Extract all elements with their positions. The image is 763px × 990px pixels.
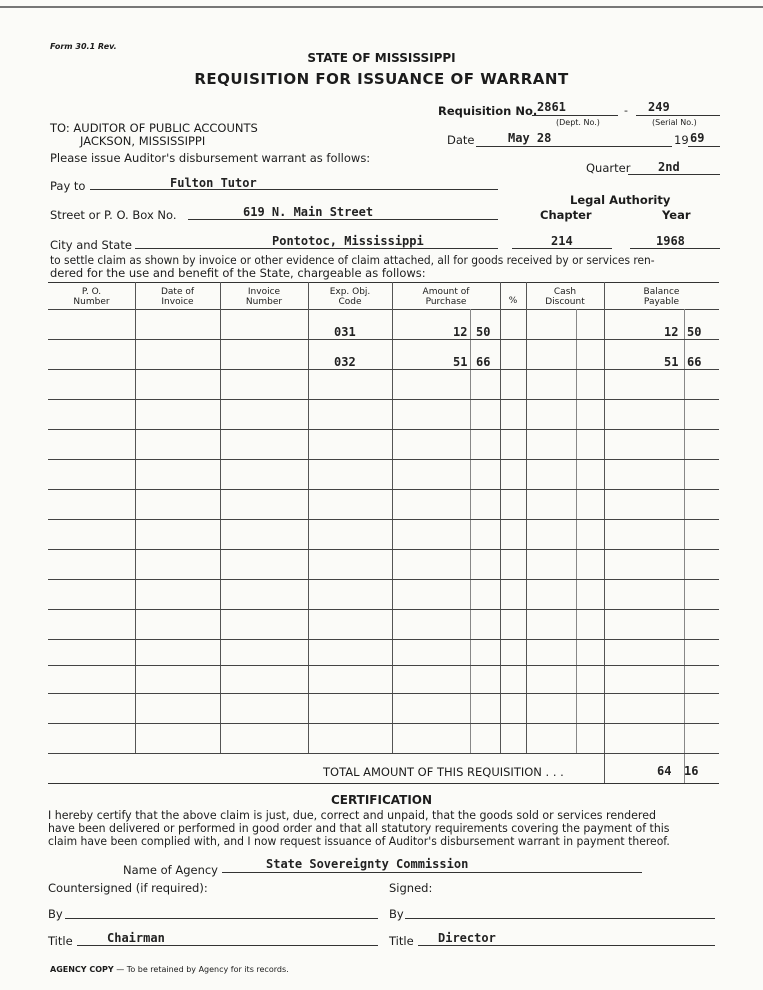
col-divider-1 — [135, 282, 136, 753]
row-rule — [48, 693, 719, 694]
row1-balance-dollars: 12 — [664, 325, 679, 339]
table-header-rule — [48, 309, 719, 310]
col-divider-4 — [392, 282, 393, 753]
row2-amount-cents: 66 — [476, 355, 491, 369]
chapter-line — [512, 248, 612, 249]
header-amount-of-purchase: Amount of Purchase — [422, 287, 470, 307]
year-value: 69 — [690, 131, 705, 145]
serial-number-line — [636, 115, 720, 116]
certification-line2: have been delivered or performed in good order and that all statutory requirements covering the payment of this — [48, 821, 670, 835]
header-po-number: P. O. Number — [73, 287, 110, 307]
issue-instruction: Please issue Auditor's disbursement warrant as follows: — [50, 151, 371, 165]
row1-balance-cents: 50 — [687, 325, 702, 339]
street-value: 619 N. Main Street — [243, 205, 374, 219]
row-rule — [48, 489, 719, 490]
signed-title-line — [418, 945, 715, 946]
certification-line3: claim have been complied with, and I now request issuance of Auditor's disbursement warrant in payment thereof. — [48, 834, 670, 848]
row1-amount-cents: 50 — [476, 325, 491, 339]
settle-text-line1: to settle claim as shown by invoice or other evidence of claim attached, all for goods received by or services ren- — [50, 253, 655, 267]
countersigned-title-value: Chairman — [107, 931, 165, 945]
signed-label: Signed: — [389, 881, 433, 895]
header-percent: % — [508, 296, 518, 306]
header-date-of-invoice: Date of Invoice — [160, 287, 195, 307]
row-rule — [48, 339, 719, 340]
form-title: REQUISITION FOR ISSUANCE OF WARRANT — [194, 70, 569, 88]
date-line — [476, 146, 672, 147]
certification-heading: CERTIFICATION — [330, 793, 433, 807]
countersigned-title-label: Title — [48, 934, 73, 948]
total-label: TOTAL AMOUNT OF THIS REQUISITION . . . — [323, 765, 564, 779]
signed-title-label: Title — [389, 934, 414, 948]
row2-balance-dollars: 51 — [664, 355, 679, 369]
street-label: Street or P. O. Box No. — [50, 208, 177, 222]
quarter-label: Quarter — [586, 161, 631, 175]
row-rule — [48, 639, 719, 640]
row-rule — [48, 753, 719, 754]
col-divider-3 — [308, 282, 309, 753]
countersigned-by-label: By — [48, 907, 63, 921]
row-rule — [48, 369, 719, 370]
certification-line1: I hereby certify that the above claim is just, due, correct and unpaid, that the goods sold or services rendered — [48, 808, 657, 822]
row-rule — [48, 579, 719, 580]
col-divider-cents-amount — [470, 309, 471, 753]
city-line — [135, 248, 498, 249]
settle-text-line2: dered for the use and benefit of the State, chargeable as follows: — [50, 266, 426, 280]
pay-to-label: Pay to — [50, 179, 86, 193]
date-value: May 28 — [508, 131, 552, 145]
row-rule — [48, 665, 719, 666]
year-prefix: 19 — [674, 133, 689, 147]
row-rule — [48, 549, 719, 550]
signed-title-value: Director — [438, 931, 496, 945]
countersigned-by-line — [65, 918, 378, 919]
col-divider-cents-balance — [684, 309, 685, 783]
table-bottom-rule — [48, 783, 719, 784]
col-divider-5 — [500, 282, 501, 753]
requisition-label: Requisition No. — [438, 104, 538, 118]
row-rule — [48, 399, 719, 400]
row1-exp-code: 031 — [334, 325, 356, 339]
chapter-label: Chapter — [540, 208, 592, 222]
agency-name-value: State Sovereignty Commission — [266, 857, 469, 871]
state-heading: STATE OF MISSISSIPPI — [307, 51, 456, 65]
col-divider-cents-discount — [576, 309, 577, 753]
row2-exp-code: 032 — [334, 355, 356, 369]
header-cash-discount: Cash Discount — [545, 287, 585, 307]
year-line — [688, 146, 720, 147]
row-rule — [48, 723, 719, 724]
authority-year-line — [630, 248, 720, 249]
city-value: Pontotoc, Mississippi — [272, 234, 424, 248]
row-rule — [48, 519, 719, 520]
quarter-line — [628, 174, 720, 175]
header-exp-obj-code: Exp. Obj. Code — [329, 287, 371, 307]
row-rule — [48, 609, 719, 610]
addressee-line2: JACKSON, MISSISSIPPI — [80, 134, 206, 148]
countersigned-label: Countersigned (if required): — [48, 881, 208, 895]
dept-number: 2861 — [537, 100, 566, 114]
pay-to-line — [90, 189, 498, 190]
dept-no-caption: (Dept. No.) — [556, 118, 600, 127]
chapter-value: 214 — [551, 234, 573, 248]
row1-amount-dollars: 12 — [453, 325, 468, 339]
pay-to-value: Fulton Tutor — [170, 176, 257, 190]
row2-amount-dollars: 51 — [453, 355, 468, 369]
signed-by-label: By — [389, 907, 404, 921]
authority-year-value: 1968 — [656, 234, 685, 248]
footer — [50, 965, 289, 974]
quarter-value: 2nd — [658, 160, 680, 174]
serial-number: 249 — [648, 100, 670, 114]
agency-copy-note: — To be retained by Agency for its records. — [116, 965, 289, 974]
street-line — [188, 219, 498, 220]
header-invoice-number: Invoice Number — [245, 287, 283, 307]
city-label: City and State — [50, 238, 132, 252]
agency-copy-label: AGENCY COPY — [50, 965, 114, 974]
total-dollars: 64 — [657, 764, 672, 778]
legal-authority-heading: Legal Authority — [570, 193, 671, 207]
row2-balance-cents: 66 — [687, 355, 702, 369]
total-cents: 16 — [684, 764, 699, 778]
countersigned-title-line — [77, 945, 378, 946]
col-divider-2 — [220, 282, 221, 753]
col-divider-6 — [526, 282, 527, 753]
signed-by-line — [405, 918, 715, 919]
col-divider-7 — [604, 282, 605, 783]
dept-number-line — [532, 115, 618, 116]
date-label: Date — [447, 133, 475, 147]
agency-name-line — [222, 872, 642, 873]
table-top-rule — [48, 282, 719, 283]
serial-no-caption: (Serial No.) — [652, 118, 697, 127]
authority-year-label: Year — [662, 208, 691, 222]
row-rule — [48, 459, 719, 460]
form-number: Form 30.1 Rev. — [50, 42, 117, 51]
top-edge — [0, 6, 763, 8]
header-balance-payable: Balance Payable — [643, 287, 680, 307]
agency-name-label: Name of Agency — [123, 863, 218, 877]
addressee-line1: TO: AUDITOR OF PUBLIC ACCOUNTS — [50, 121, 258, 135]
row-rule — [48, 429, 719, 430]
requisition-dash: - — [624, 104, 628, 117]
